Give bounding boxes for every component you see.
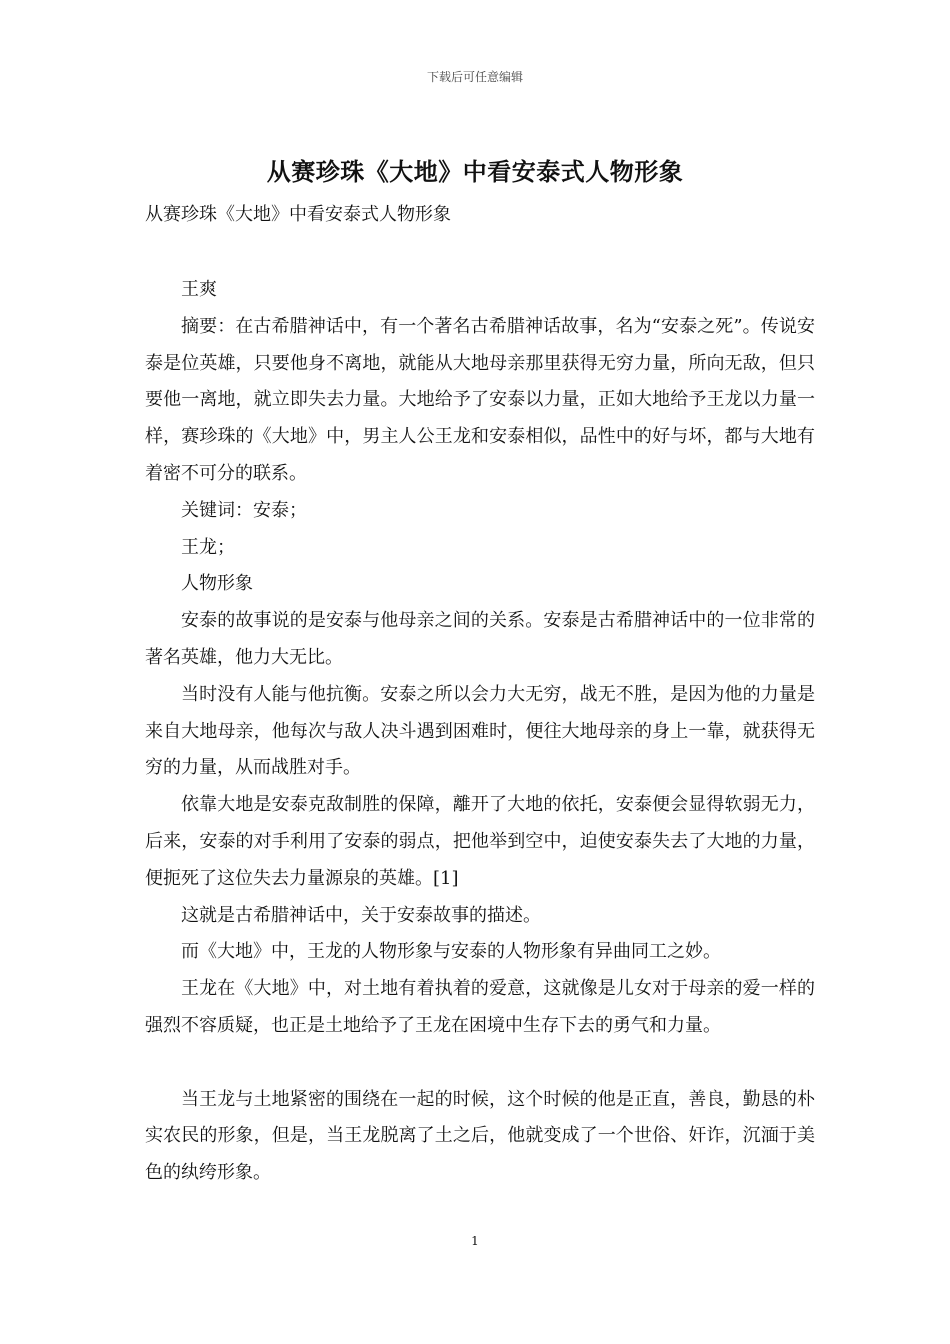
body-paragraph: 安泰的故事说的是安泰与他母亲之间的关系。安泰是古希腊神话中的一位非常的著名英雄，他力大无比。 bbox=[145, 610, 815, 668]
body-paragraph: 而《大地》中，王龙的人物形象与安泰的人物形象有异曲同工之妙。 bbox=[181, 941, 721, 963]
body-paragraph: 王龙在《大地》中，对土地有着执着的爱意，这就像是儿女对于母亲的爱一样的强烈不容质疑，也正是土地给予了王龙在困境中生存下去的勇气和力量。 bbox=[145, 978, 815, 1036]
document-body bbox=[145, 272, 815, 1192]
keywords-line: 人物形象 bbox=[181, 573, 253, 595]
abstract-paragraph: 摘要：在古希腊神话中，有一个著名古希腊神话故事，名为“安泰之死”。传说安泰是位英雄，只要他身不离地，就能从大地母亲那里获得无穷力量，所向无敌，但只要他一离地，就立即失去力量。大地给予了安泰以力量，正如大地给予王龙以力量一样，赛珍珠的《大地》中，男主人公王龙和安泰相似，品性中的好与坏，都与大地有着密不可分的联系。 bbox=[145, 315, 815, 484]
author-name: 王爽 bbox=[181, 279, 217, 300]
body-paragraph: 当王龙与土地紧密的围绕在一起的时候，这个时候的他是正直，善良，勤恳的朴实农民的形象，但是，当王龙脱离了土之后，他就变成了一个世俗、奸诈，沉湎于美色的纨绔形象。 bbox=[145, 1088, 815, 1184]
body-paragraph: 依靠大地是安泰克敌制胜的保障，離开了大地的依托，安泰便会显得软弱无力，后来，安泰的对手利用了安泰的弱点，把他举到空中，迫使安泰失去了大地的力量，便扼死了这位失去力量源泉的英雄。[1] bbox=[145, 794, 815, 889]
page-header: 下载后可任意编辑 bbox=[426, 70, 523, 84]
body-paragraph: 这就是古希腊神话中，关于安泰故事的描述。 bbox=[181, 904, 541, 926]
document-subtitle: 从赛珍珠《大地》中看安泰式人物形象 bbox=[145, 204, 451, 225]
keywords-line: 关键词：安泰； bbox=[181, 499, 307, 521]
page-number: 1 bbox=[471, 1234, 479, 1248]
keywords-line: 王龙； bbox=[181, 536, 235, 558]
paragraph-spacer bbox=[145, 1045, 815, 1082]
document-title: 从赛珍珠《大地》中看安泰式人物形象 bbox=[266, 157, 684, 186]
body-paragraph: 当时没有人能与他抗衡。安泰之所以会力大无穷，战无不胜，是因为他的力量是来自大地母亲，他每次与敌人决斗遇到困难时，便往大地母亲的身上一靠，就获得无穷的力量，从而战胜对手。 bbox=[145, 683, 815, 779]
